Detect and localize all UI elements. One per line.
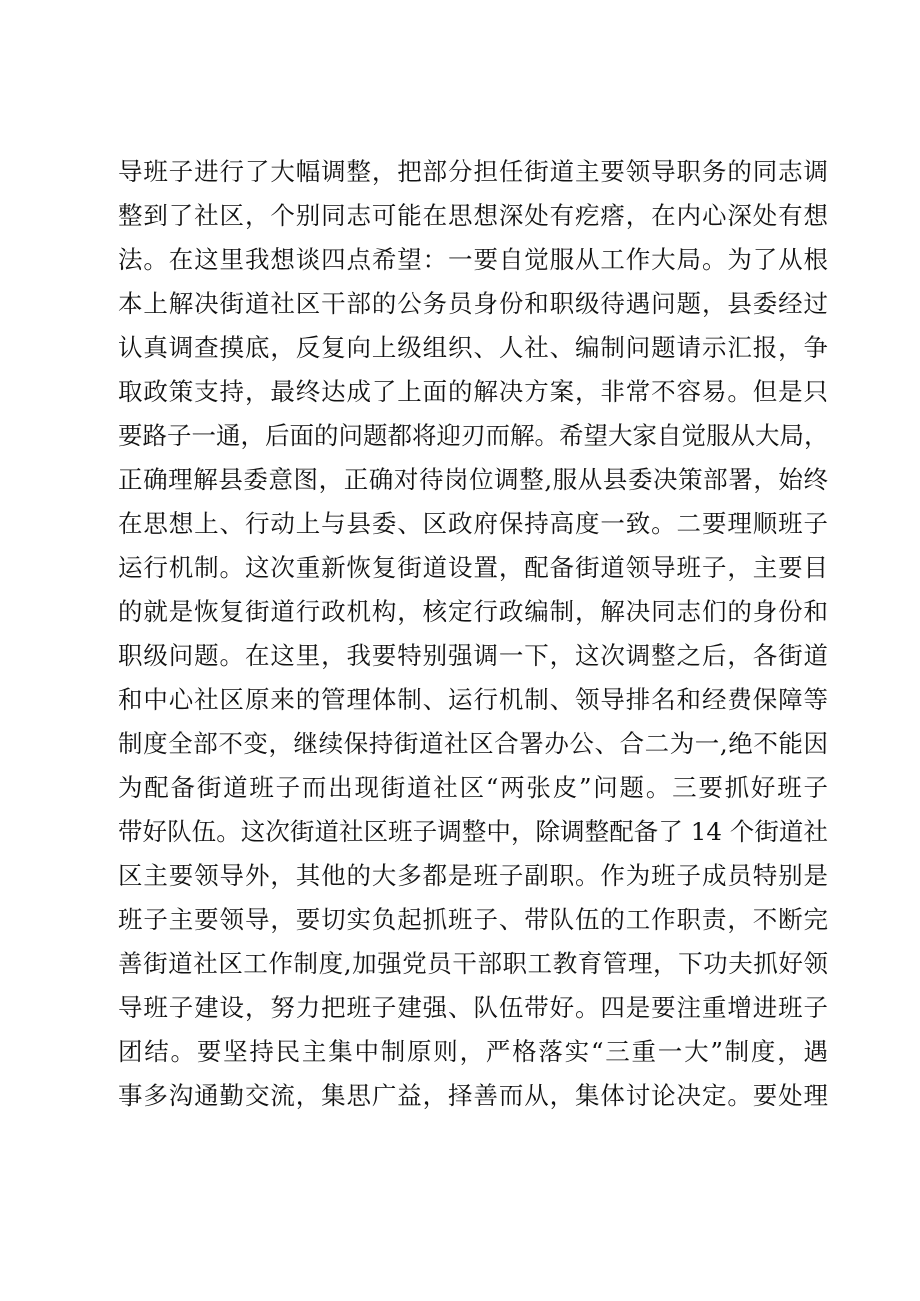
paragraph-line-3: 法。在这里我想谈四点希望：一要自觉服从工作大局。为了从根 [118,245,828,274]
paragraph-line-17: 区主要领导外，其他的大多都是班子副职。作为班子成员特别是 [118,861,828,890]
paragraph-line-18: 班子主要领导，要切实负起抓班子、带队伍的工作职责，不断完 [118,905,828,934]
paragraph-line-4: 本上解决街道社区干部的公务员身份和职级待遇问题，县委经过 [118,289,828,318]
paragraph-line-6: 取政策支持，最终达成了上面的解决方案，非常不容易。但是只 [118,377,828,406]
paragraph-line-12: 职级问题。在这里，我要特别强调一下，这次调整之后，各街道 [118,641,828,670]
paragraph-line-21: 团结。要坚持民主集中制原则，严格落实“三重一大”制度，遇 [118,1037,828,1066]
paragraph-line-10: 运行机制。这次重新恢复街道设置，配备街道领导班子，主要目 [118,553,828,582]
paragraph-line-5: 认真调查摸底，反复向上级组织、人社、编制问题请示汇报，争 [118,333,828,362]
paragraph-line-14: 制度全部不变，继续保持街道社区合署办公、合二为一,绝不能因 [118,729,828,758]
paragraph-line-13: 和中心社区原来的管理体制、运行机制、领导排名和经费保障等 [118,685,828,714]
paragraph-line-7: 要路子一通，后面的问题都将迎刃而解。希望大家自觉服从大局， [118,421,829,450]
paragraph-line-2: 整到了社区，个别同志可能在思想深处有疙瘩，在内心深处有想 [118,201,828,230]
paragraph-line-11: 的就是恢复街道行政机构，核定行政编制，解决同志们的身份和 [118,597,828,626]
paragraph-line-8: 正确理解县委意图，正确对待岗位调整,服从县委决策部署，始终 [118,465,828,494]
paragraph-line-19: 善街道社区工作制度,加强党员干部职工教育管理，下功夫抓好领 [118,949,828,978]
paragraph-line-15: 为配备街道班子而出现街道社区“两张皮”问题。三要抓好班子 [118,773,828,802]
paragraph-line-9: 在思想上、行动上与县委、区政府保持高度一致。二要理顺班子 [118,509,828,538]
paragraph-line-20: 导班子建设，努力把班子建强、队伍带好。四是要注重增进班子 [118,993,828,1022]
paragraph-line-16: 带好队伍。这次街道社区班子调整中，除调整配备了 14 个街道社 [118,817,828,846]
body-paragraph [118,150,828,1118]
paragraph-line-22: 事多沟通勤交流，集思广益，择善而从，集体讨论决定。要处理 [118,1081,828,1110]
paragraph-line-1: 导班子进行了大幅调整，把部分担任街道主要领导职务的同志调 [118,157,828,186]
